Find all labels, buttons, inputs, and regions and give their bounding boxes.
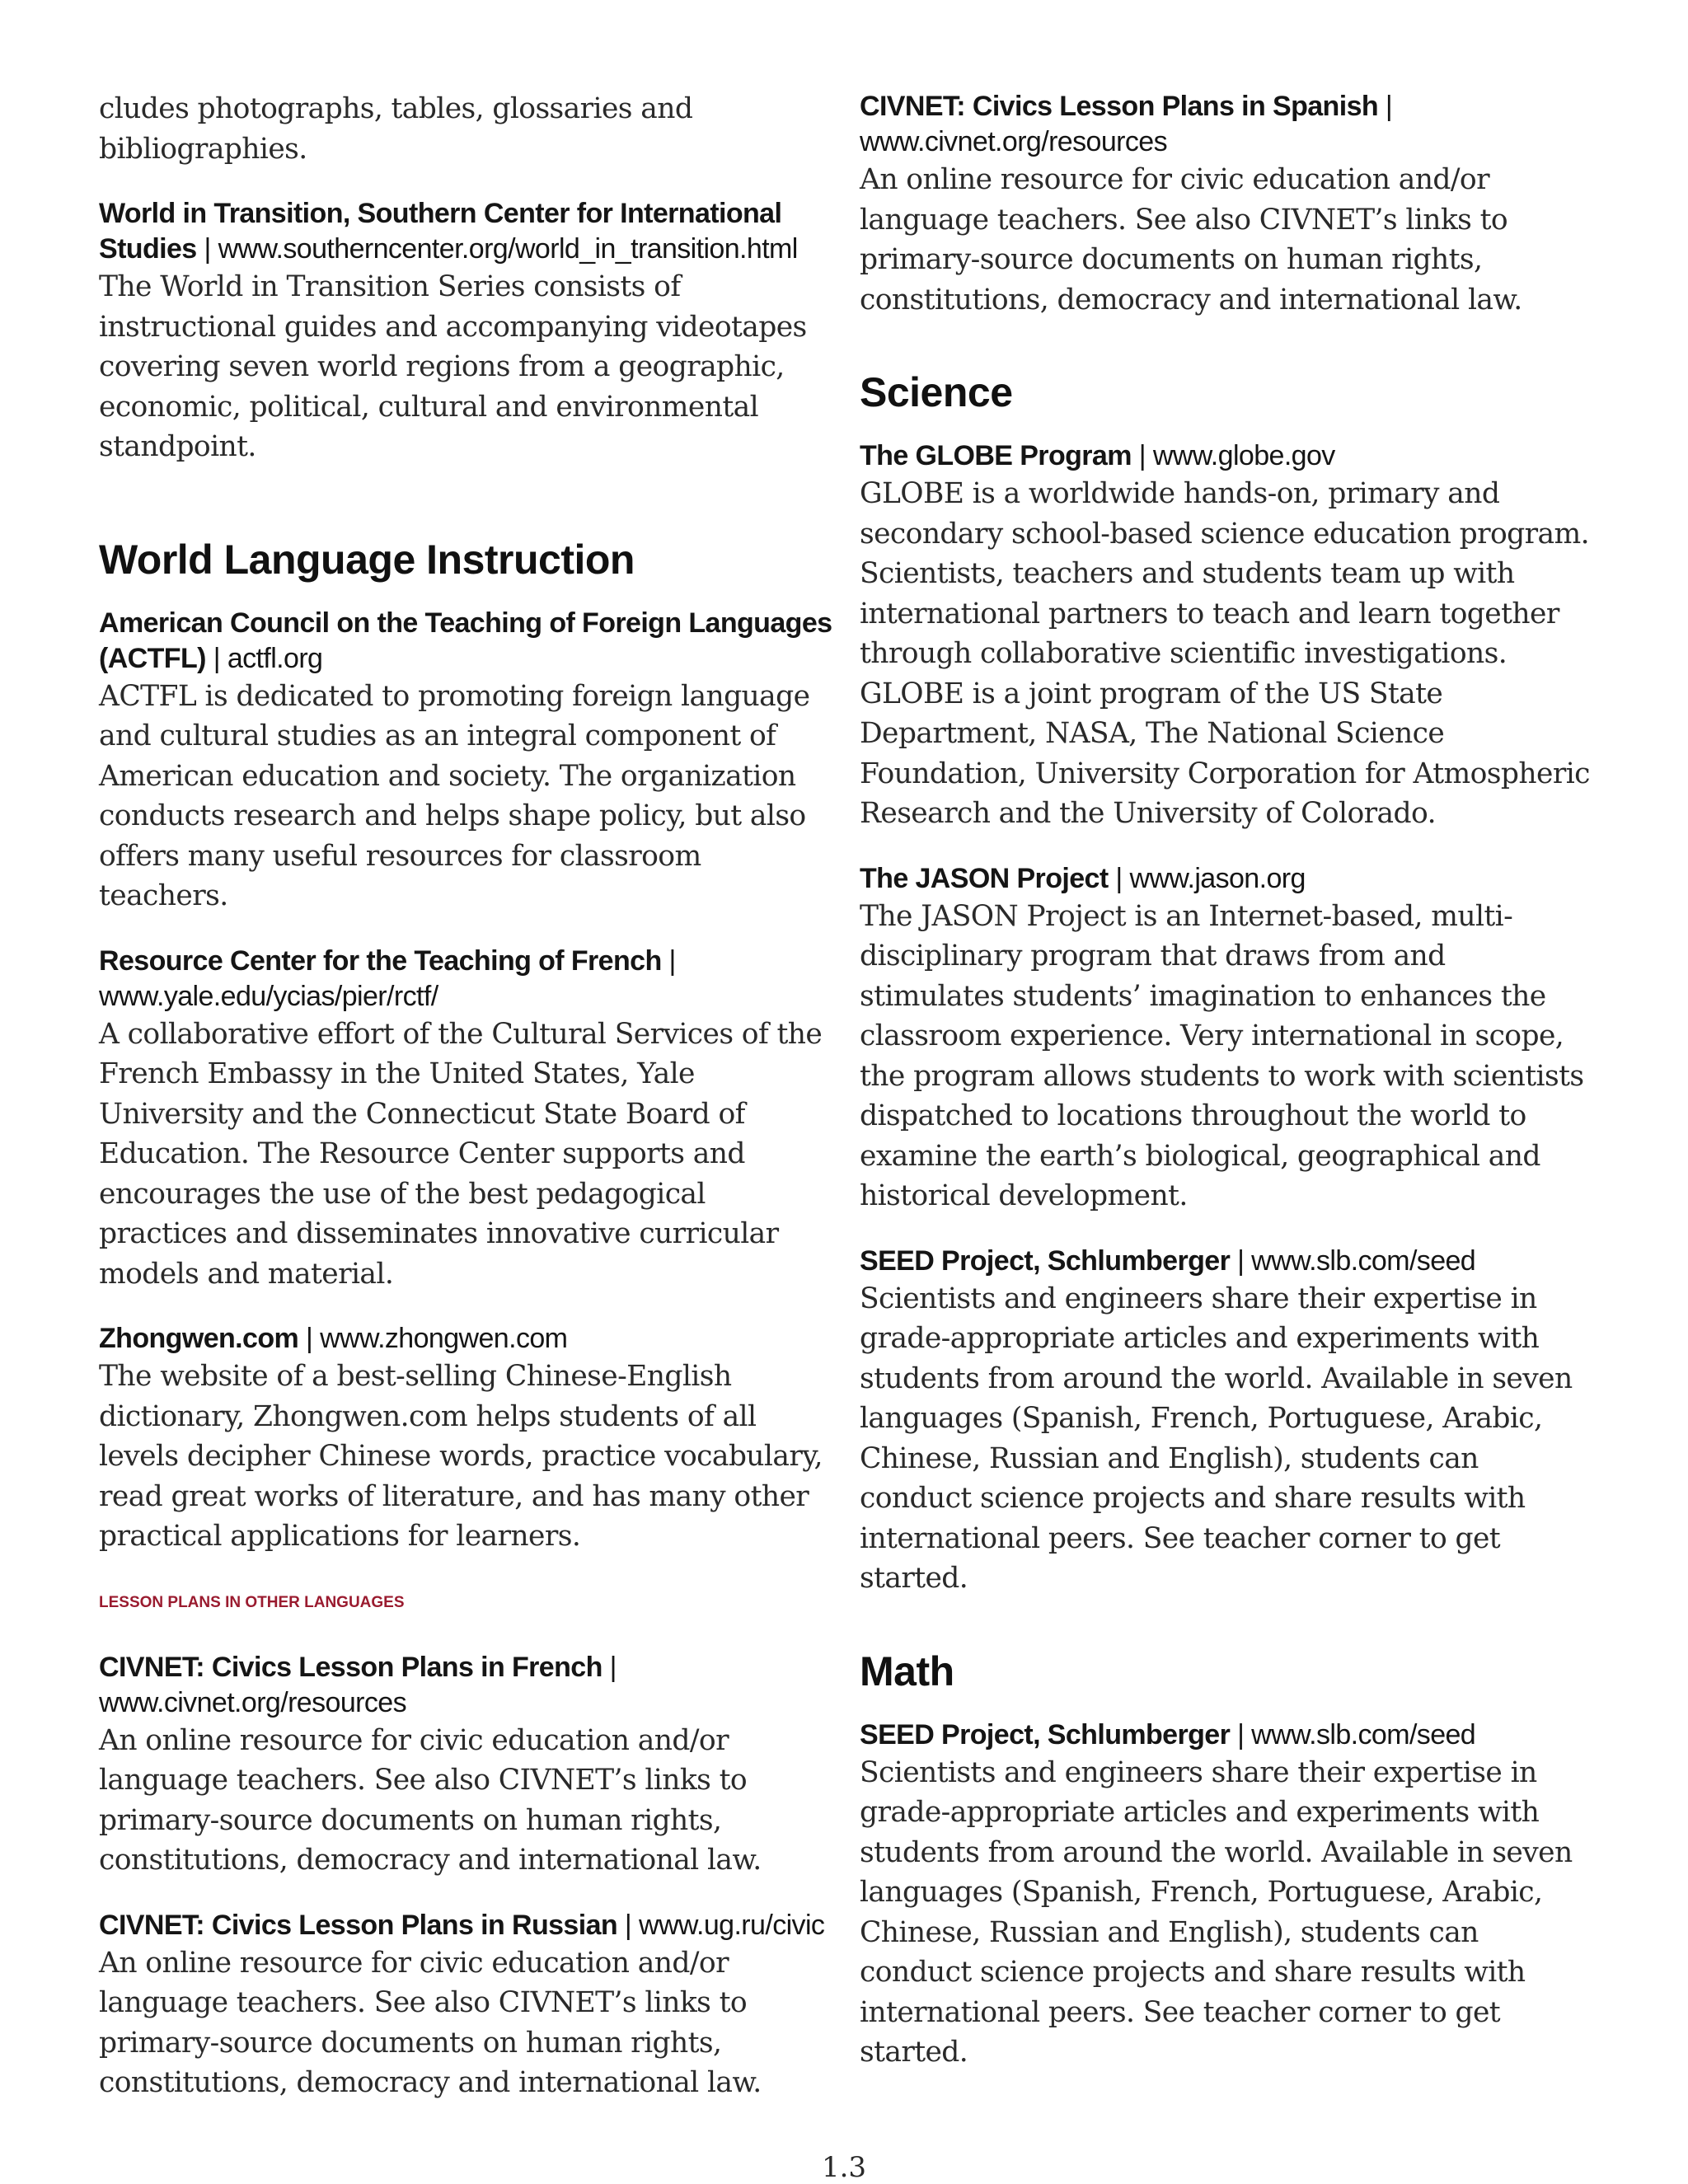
entry-civnet-russian	[99, 1908, 832, 2103]
section-title-math: Math	[860, 1647, 954, 1694]
entry-separator: |	[1385, 91, 1393, 122]
entry-url[interactable]: www.civnet.org/resources	[860, 126, 1167, 157]
entry-title: Resource Center for the Teaching of French	[99, 944, 662, 977]
entry-title: SEED Project, Schlumberger	[860, 1244, 1231, 1277]
entry-heading	[99, 1321, 832, 1357]
entry-title: CIVNET: Civics Lesson Plans in Russian	[99, 1909, 618, 1941]
entry-heading	[99, 196, 832, 267]
entry-separator: |	[305, 1323, 313, 1354]
right-column	[860, 89, 1593, 2073]
entry-separator: |	[668, 944, 676, 977]
left-column	[99, 89, 832, 2103]
entry-description: ACTFL is dedicated to promoting foreign language and cultural studies as an integral component of American education and society. The organization conducts research and helps shape policy, but also offers many useful resources for classroom teachers.	[99, 679, 810, 912]
entry-separator: |	[1237, 1244, 1245, 1277]
entry-world-in-transition	[99, 196, 832, 467]
entry-title: SEED Project, Schlumberger	[860, 1718, 1231, 1750]
entry-separator: |	[609, 1651, 617, 1683]
entry-separator: |	[1138, 440, 1146, 471]
entry-heading	[860, 438, 1593, 474]
entry-heading	[860, 1718, 1593, 1753]
entry-description: An online resource for civic education and/or language teachers. See also CIVNET’s links to primary-source documents on human rights, constitutions, democracy and international law.	[99, 1946, 762, 2099]
entry-url[interactable]: www.jason.org	[1129, 862, 1306, 894]
entry-url[interactable]: www.yale.edu/ycias/pier/rctf/	[99, 980, 438, 1012]
entry-separator: |	[624, 1909, 632, 1941]
entry-url[interactable]: www.civnet.org/resources	[99, 1686, 406, 1718]
entry-title: Zhongwen.com	[99, 1323, 299, 1354]
entry-title: The GLOBE Program	[860, 440, 1132, 471]
entry-heading	[860, 89, 1593, 160]
entry-title: World in Transition, Southern Center for International Studies	[99, 198, 782, 265]
entry-title: CIVNET: Civics Lesson Plans in French	[99, 1651, 603, 1683]
entry-description: Scientists and engineers share their expertise in grade-appropriate articles and experiments with students from around the world. Available in seven languages (Spanish, French, Portuguese, Arabic, Chinese, Russian and English), students can conduct science projects and share results with international peers. See teacher corner to get started.	[860, 1755, 1573, 2069]
entry-description: The website of a best-selling Chinese-English dictionary, Zhongwen.com helps students of all levels decipher Chinese words, practice vocabulary, read great works of literature, and has many other practical applications for learners.	[99, 1360, 823, 1553]
entry-seed-math	[860, 1718, 1593, 2073]
entry-description: A collaborative effort of the Cultural Services of the French Embassy in the United States, Yale University and the Connecticut State Board of Education. The Resource Center supports and encourages the use of the best pedagogical practices and disseminates innovative curricular models and material.	[99, 1017, 823, 1291]
entry-heading	[99, 606, 832, 677]
entry-description: An online resource for civic education and/or language teachers. See also CIVNET’s links to primary-source documents on human rights, constitutions, democracy and international law.	[860, 163, 1522, 316]
entry-french-resource-center	[99, 944, 832, 1295]
entry-seed-science	[860, 1244, 1593, 1599]
entry-description: Scientists and engineers share their expertise in grade-appropriate articles and experiments with students from around the world. Available in seven languages (Spanish, French, Portuguese, Arabic, Chinese, Russian and English), students can conduct science projects and share results with international peers. See teacher corner to get started.	[860, 1282, 1573, 1595]
intro-fragment: cludes photographs, tables, glossaries and bibliographies.	[99, 92, 693, 166]
entry-title: American Council on the Teaching of Foreign Languages (ACTFL)	[99, 607, 832, 674]
entry-civnet-french	[99, 1650, 832, 1881]
entry-heading	[860, 1244, 1593, 1279]
section-title-world-language: World Language Instruction	[99, 536, 635, 583]
entry-civnet-spanish	[860, 89, 1593, 320]
entry-description: The World in Transition Series consists of instructional guides and accompanying videotapes covering seven world regions from a geographic, economic, political, cultural and environmental standpoint.	[99, 270, 807, 463]
entry-url[interactable]: www.globe.gov	[1152, 440, 1335, 471]
entry-separator: |	[213, 642, 220, 674]
entry-title: CIVNET: Civics Lesson Plans in Spanish	[860, 91, 1379, 122]
entry-url[interactable]: www.slb.com/seed	[1251, 1718, 1476, 1750]
entry-separator: |	[1115, 862, 1123, 894]
entry-url[interactable]: actfl.org	[227, 642, 323, 674]
entry-heading	[99, 944, 832, 1015]
entry-description: GLOBE is a worldwide hands-on, primary and secondary school-based science education program. Scientists, teachers and students team up with international partners to teach and learn together through collaborative scientific investigations. GLOBE is a joint program of the US State Department, NASA, The National Science Foundation, University Corporation for Atmospheric Research and the University of Colorado.	[860, 477, 1590, 830]
entry-url[interactable]: www.ug.ru/civic	[639, 1909, 825, 1941]
entry-heading	[99, 1908, 832, 1943]
entry-zhongwen	[99, 1321, 832, 1557]
entry-url[interactable]: www.slb.com/seed	[1251, 1244, 1476, 1277]
entry-heading	[860, 861, 1593, 897]
entry-separator: |	[204, 233, 211, 265]
page-number: 1.3	[821, 2151, 867, 2184]
subheading-lesson-plans: LESSON PLANS IN OTHER LANGUAGES	[99, 1593, 405, 1611]
entry-description: An online resource for civic education and/or language teachers. See also CIVNET’s links to primary-source documents on human rights, constitutions, democracy and international law.	[99, 1723, 762, 1877]
entry-url[interactable]: www.zhongwen.com	[320, 1323, 568, 1354]
entry-url[interactable]: www.southerncenter.org/world_in_transition.html	[218, 233, 798, 265]
entry-description: The JASON Project is an Internet-based, multi-disciplinary program that draws from and stimulates students’ imagination to enhances the classroom experience. Very international in scope, the program allows students to work with scientists dispatched to locations throughout the world to examine the earth’s biological, geographical and historical development.	[860, 899, 1584, 1212]
section-title-science: Science	[860, 369, 1013, 415]
entry-jason	[860, 861, 1593, 1216]
entry-actfl	[99, 606, 832, 916]
entry-separator: |	[1237, 1718, 1245, 1750]
entry-globe	[860, 438, 1593, 834]
entry-title: The JASON Project	[860, 862, 1109, 894]
entry-heading	[99, 1650, 832, 1721]
